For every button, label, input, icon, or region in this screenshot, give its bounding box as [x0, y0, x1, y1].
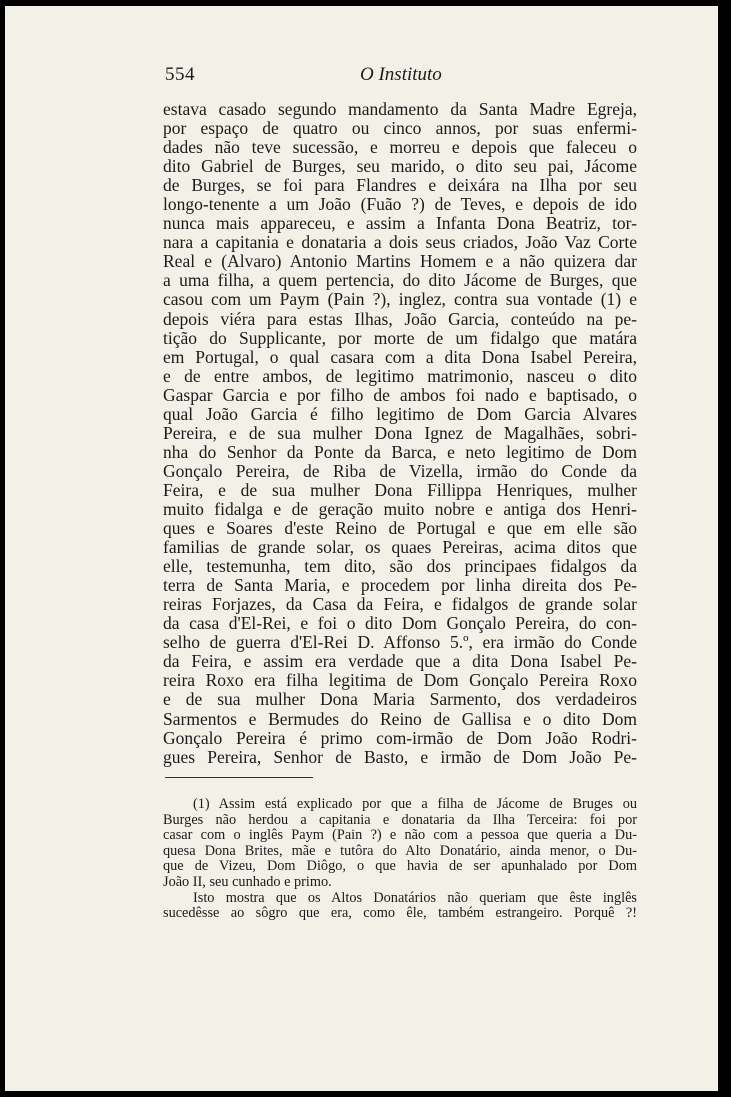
page-number: 554	[165, 64, 195, 85]
text-line: Gaspar Garcia e por filho de ambos foi nado e baptisado, o	[163, 384, 637, 405]
text-line: terra de Santa Maria, e procedem por linha direita dos Pe-	[163, 575, 637, 596]
text-line: Feira, e de sua mulher Dona Fillippa Henriques, mulher	[163, 479, 637, 500]
footnote-line: sucedêsse ao sôgro que era, como êle, também estrangeiro. Porquê ?!	[163, 905, 637, 922]
text-line: qual João Garcia é filho legitimo de Dom Garcia Alvares	[163, 403, 637, 424]
text-line: reira Roxo era filha legitima de Dom Gonçalo Pereira Roxo	[163, 670, 637, 691]
footnote-line: João II, seu cunhado e primo.	[163, 873, 332, 890]
text-line: da Feira, e assim era verdade que a dita Dona Isabel Pe-	[163, 651, 637, 672]
text-line: Sarmentos e Bermudes do Reino de Gallisa e o dito Dom	[163, 708, 637, 729]
text-line: nha do Senhor da Ponte da Barca, e neto legitimo de Dom	[163, 441, 637, 462]
text-line: Pereira, e de sua mulher Dona Ignez de Magalhães, sobri-	[163, 422, 637, 443]
text-line: ques e Soares d'este Reino de Portugal e que em elle são	[163, 518, 637, 539]
text-line: de Burges, se foi para Flandres e deixára na Ilha por seu	[163, 175, 637, 196]
text-line: tição do Supplicante, por morte de um fidalgo que matára	[163, 327, 637, 348]
text-line: em Portugal, o qual casara com a dita Dona Isabel Pereira,	[163, 346, 637, 367]
text-line: dito Gabriel de Burges, seu marido, o dito seu pai, Jácome	[163, 156, 637, 177]
text-line: familias de grande solar, os quaes Pereiras, acima ditos que	[163, 537, 637, 558]
text-line: reiras Forjazes, da Casa da Feira, e fidalgos de grande solar	[163, 594, 637, 615]
footnote-line: Isto mostra que os Altos Donatários não queriam que êste inglês	[193, 889, 637, 906]
text-line: selho de guerra d'El-Rei D. Affonso 5.º, era irmão do Conde	[163, 632, 637, 653]
text-line: a uma filha, a quem pertencia, do dito Jácome de Burges, que	[163, 270, 637, 291]
text-line: estava casado segundo mandamento da Santa Madre Egreja,	[163, 99, 637, 119]
book-page	[5, 6, 718, 1091]
text-line: longo-tenente a um João (Fuão ?) de Teves, e depois de ido	[163, 194, 637, 215]
text-line: e de sua mulher Dona Maria Sarmento, dos verdadeiros	[163, 689, 637, 710]
text-line: depois viéra para estas Ilhas, João Garcia, conteúdo na pe-	[163, 308, 637, 329]
footnote-line: Burges não herdou a capitania e donataria da Ilha Terceira: foi por	[163, 811, 637, 828]
footnote-line: que de Vizeu, Dom Diôgo, o que havia de ser apunhalado por Dom	[163, 858, 637, 875]
footnote-line: quesa Dona Brites, mãe e tutôra do Alto Donatário, ainda menor, o Du-	[163, 842, 637, 859]
running-title: O Instituto	[360, 64, 442, 85]
text-line: Real e (Alvaro) Antonio Martins Homem e a não quizera dar	[163, 251, 637, 272]
text-line: Gonçalo Pereira é primo com-irmão de Dom João Rodri-	[163, 727, 637, 748]
footnote-line: (1) Assim está explicado por que a filha de Jácome de Bruges ou	[193, 796, 637, 812]
text-line: nunca mais appareceu, e assim a Infanta Dona Beatriz, tor-	[163, 213, 637, 234]
text-line: Gonçalo Pereira, de Riba de Vizella, irmão do Conde da	[163, 460, 637, 481]
page-header	[165, 64, 635, 88]
text-line: da casa d'El-Rei, e foi o dito Dom Gonçalo Pereira, do con-	[163, 613, 637, 634]
text-line: elle, testemunha, tem dito, são dos principaes fidalgos da	[163, 556, 637, 577]
text-line: por espaço de quatro ou cinco annos, por suas enfermi-	[163, 118, 637, 139]
text-line: muito fidalga e de geração muito nobre e antiga dos Henri-	[163, 498, 637, 519]
footnote-divider	[165, 777, 313, 778]
text-line: nara a capitania e donataria a dois seus criados, João Vaz Corte	[163, 232, 637, 253]
text-line: dades não teve sucessão, e morreu e depois que faleceu o	[163, 137, 637, 158]
footnote	[163, 797, 637, 922]
main-text	[163, 100, 637, 767]
text-line: e de entre ambos, de legitimo matrimonio, nasceu o dito	[163, 365, 637, 386]
text-line: gues Pereira, Senhor de Basto, e irmão de Dom João Pe-	[163, 746, 637, 767]
text-line: casou com um Paym (Pain ?), inglez, contra sua vontade (1) e	[163, 289, 637, 310]
footnote-line: casar com o inglês Paym (Pain ?) e não com a pessoa que queria a Du-	[163, 827, 637, 844]
